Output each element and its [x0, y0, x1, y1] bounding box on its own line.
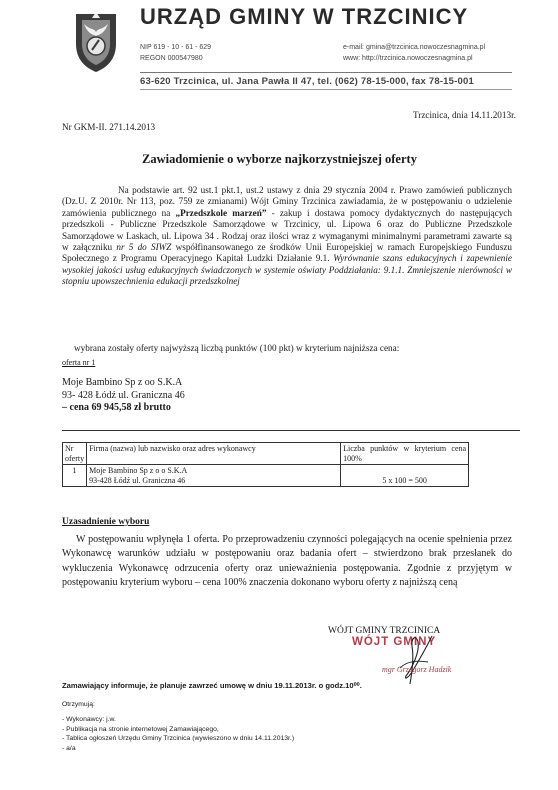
- contract-date-notice: Zamawiający informuje, że planuje zawrzeć umowę w dniu 19.11.2013r. o godz.10⁰⁰.: [62, 681, 362, 690]
- signatory-name: mgr Grzegorz Hadzik: [382, 665, 452, 674]
- offer-label: oferta nr 1: [62, 358, 96, 367]
- list-item: - Publikacja na stronie internetowej Zamawiającego,: [62, 725, 219, 733]
- office-address: 63-620 Trzcinica, ul. Jana Pawła II 47, tel. (062) 78-15-000, fax 78-15-001: [140, 76, 474, 87]
- office-website: www: http://trzcinica.nowoczesnagmina.pl: [343, 55, 473, 62]
- office-name: URZĄD GMINY W TRZCINICY: [140, 4, 469, 29]
- program-goal: Wyrównanie szans edukacyjnych i zapewnienie wysokiej jakości usług edukacyjnych świadczonych w systemie oświaty Poddziałania: 9.1.1. Zmniejszenie nierówności w stopniu upowszechnienia edukacji przedszkolnej: [62, 253, 512, 287]
- header-divider-bottom: [140, 89, 512, 90]
- coat-of-arms-icon: [70, 10, 122, 74]
- row-firm-name: Moje Bambino Sp z o o S.K.A: [89, 466, 188, 475]
- bidder-address: 93- 428 Łódź ul. Graniczna 46: [62, 389, 185, 401]
- bidder-price: – cena 69 945,58 zł brutto: [62, 402, 171, 413]
- justification-heading: Uzasadnienie wyboru: [62, 517, 150, 527]
- regon-number: REGON 000547980: [140, 55, 203, 62]
- justification-body: [62, 533, 512, 591]
- header-points: Liczba punktów w kryterium cena 100%: [341, 443, 469, 465]
- row-points: 5 x 100 = 500: [341, 465, 469, 487]
- office-email: e-mail: gmina@trzcinica.nowoczesnagmina.pl: [343, 44, 486, 51]
- body-funding: współfinansowanego ze środków Unii Europejskiej w ramach Europejskiego Funduszu Społecznego z Programu Operacyjnego Kapitał Ludzki Działanie 9.1.: [62, 242, 512, 264]
- recipients-heading: Otrzymują:: [62, 701, 95, 708]
- bidder-name: Moje Bambino Sp z oo S.K.A: [62, 377, 183, 388]
- section-divider: [62, 430, 520, 431]
- handwritten-signature-icon: [382, 628, 452, 686]
- row-firm: [87, 465, 341, 487]
- nip-number: NIP 619 - 10 - 61 - 629: [140, 44, 212, 51]
- project-name: „Przedszkole marzeń”: [175, 207, 272, 218]
- list-item: - Wykonawcy: j.w.: [62, 716, 116, 724]
- place-date: Trzcinica, dnia 14.11.2013r.: [413, 110, 516, 120]
- header-firm: Firma (nazwa) lub nazwisko oraz adres wykonawcy: [87, 443, 341, 465]
- table-header-row: [63, 443, 469, 465]
- winning-bidder: [62, 377, 185, 415]
- offers-summary: wybrana zostały oferty najwyższą liczbą punktów (100 pkt) w kryterium najniższa cena:: [74, 343, 400, 353]
- header-offer-number: Nr oferty: [63, 443, 87, 465]
- justification-text: W postępowaniu wpłynęła 1 oferta. Po przeprowadzeniu czynności polegających na ocenie spełnienia przez Wykonawcę warunków udziału w postępowaniu oraz badania ofert – stwierdzono brak przesłanek do wykluczenia Wykonawcę odrzucenia oferty oraz unieważnienia postępowania. Zgodnie z przyjętym w postępowaniu kryterium wyboru – cena 100% znaczenia dokonano wyboru oferty z najniższą ceną: [62, 534, 512, 589]
- notice-body: [62, 185, 512, 288]
- list-item: - a/a: [62, 744, 76, 752]
- offers-table: [62, 442, 469, 487]
- signer-role: WÓJT GMINY TRZCINICA: [328, 626, 441, 636]
- notice-title: Zawiadomienie o wyborze najkorzystniejszej oferty: [142, 152, 417, 166]
- list-item: - Tablica ogłoszeń Urzędu Gminy Trzcinica (wywieszono w dniu 14.11.2013r.): [62, 735, 295, 743]
- recipients-list: [62, 700, 294, 753]
- header-divider: [140, 72, 512, 73]
- body-intro: Na podstawie art. 92 ust.1 pkt.1, ust.2 ustawy z dnia 29 stycznia 2004 r. Prawo zamówień publicznych (Dz.U. Z 2010r. Nr 113, poz. 759 ze zmianami) Wójt Gminy Trzcinica zawiadamia, że w postępowaniu o udzielenie zamówienia publicznego na: [62, 185, 512, 218]
- table-row: [63, 465, 469, 487]
- official-stamp: WÓJT GMINY: [352, 636, 437, 648]
- case-number: Nr GKM-II. 271.14.2013: [62, 122, 156, 132]
- attachment-reference: nr 5 do SIWZ: [116, 242, 172, 253]
- row-firm-address: 93-428 Łódź ul. Graniczna 46: [89, 475, 186, 485]
- row-offer-number: 1: [63, 465, 87, 487]
- body-middle: - zakup i dostawa pomocy dydaktycznych do następujących przedszkoli - Publiczne Przedszkole Samorządowe w Trzcinicy, ul. Lipowa 6 oraz do Publiczne Przedszkole Samorządowe w Laskach, ul. Lipowa 34 . Rodzaj oraz ilości wraz z wymaganymi minimalnymi parametrami zawarte są w załączniku: [62, 207, 512, 253]
